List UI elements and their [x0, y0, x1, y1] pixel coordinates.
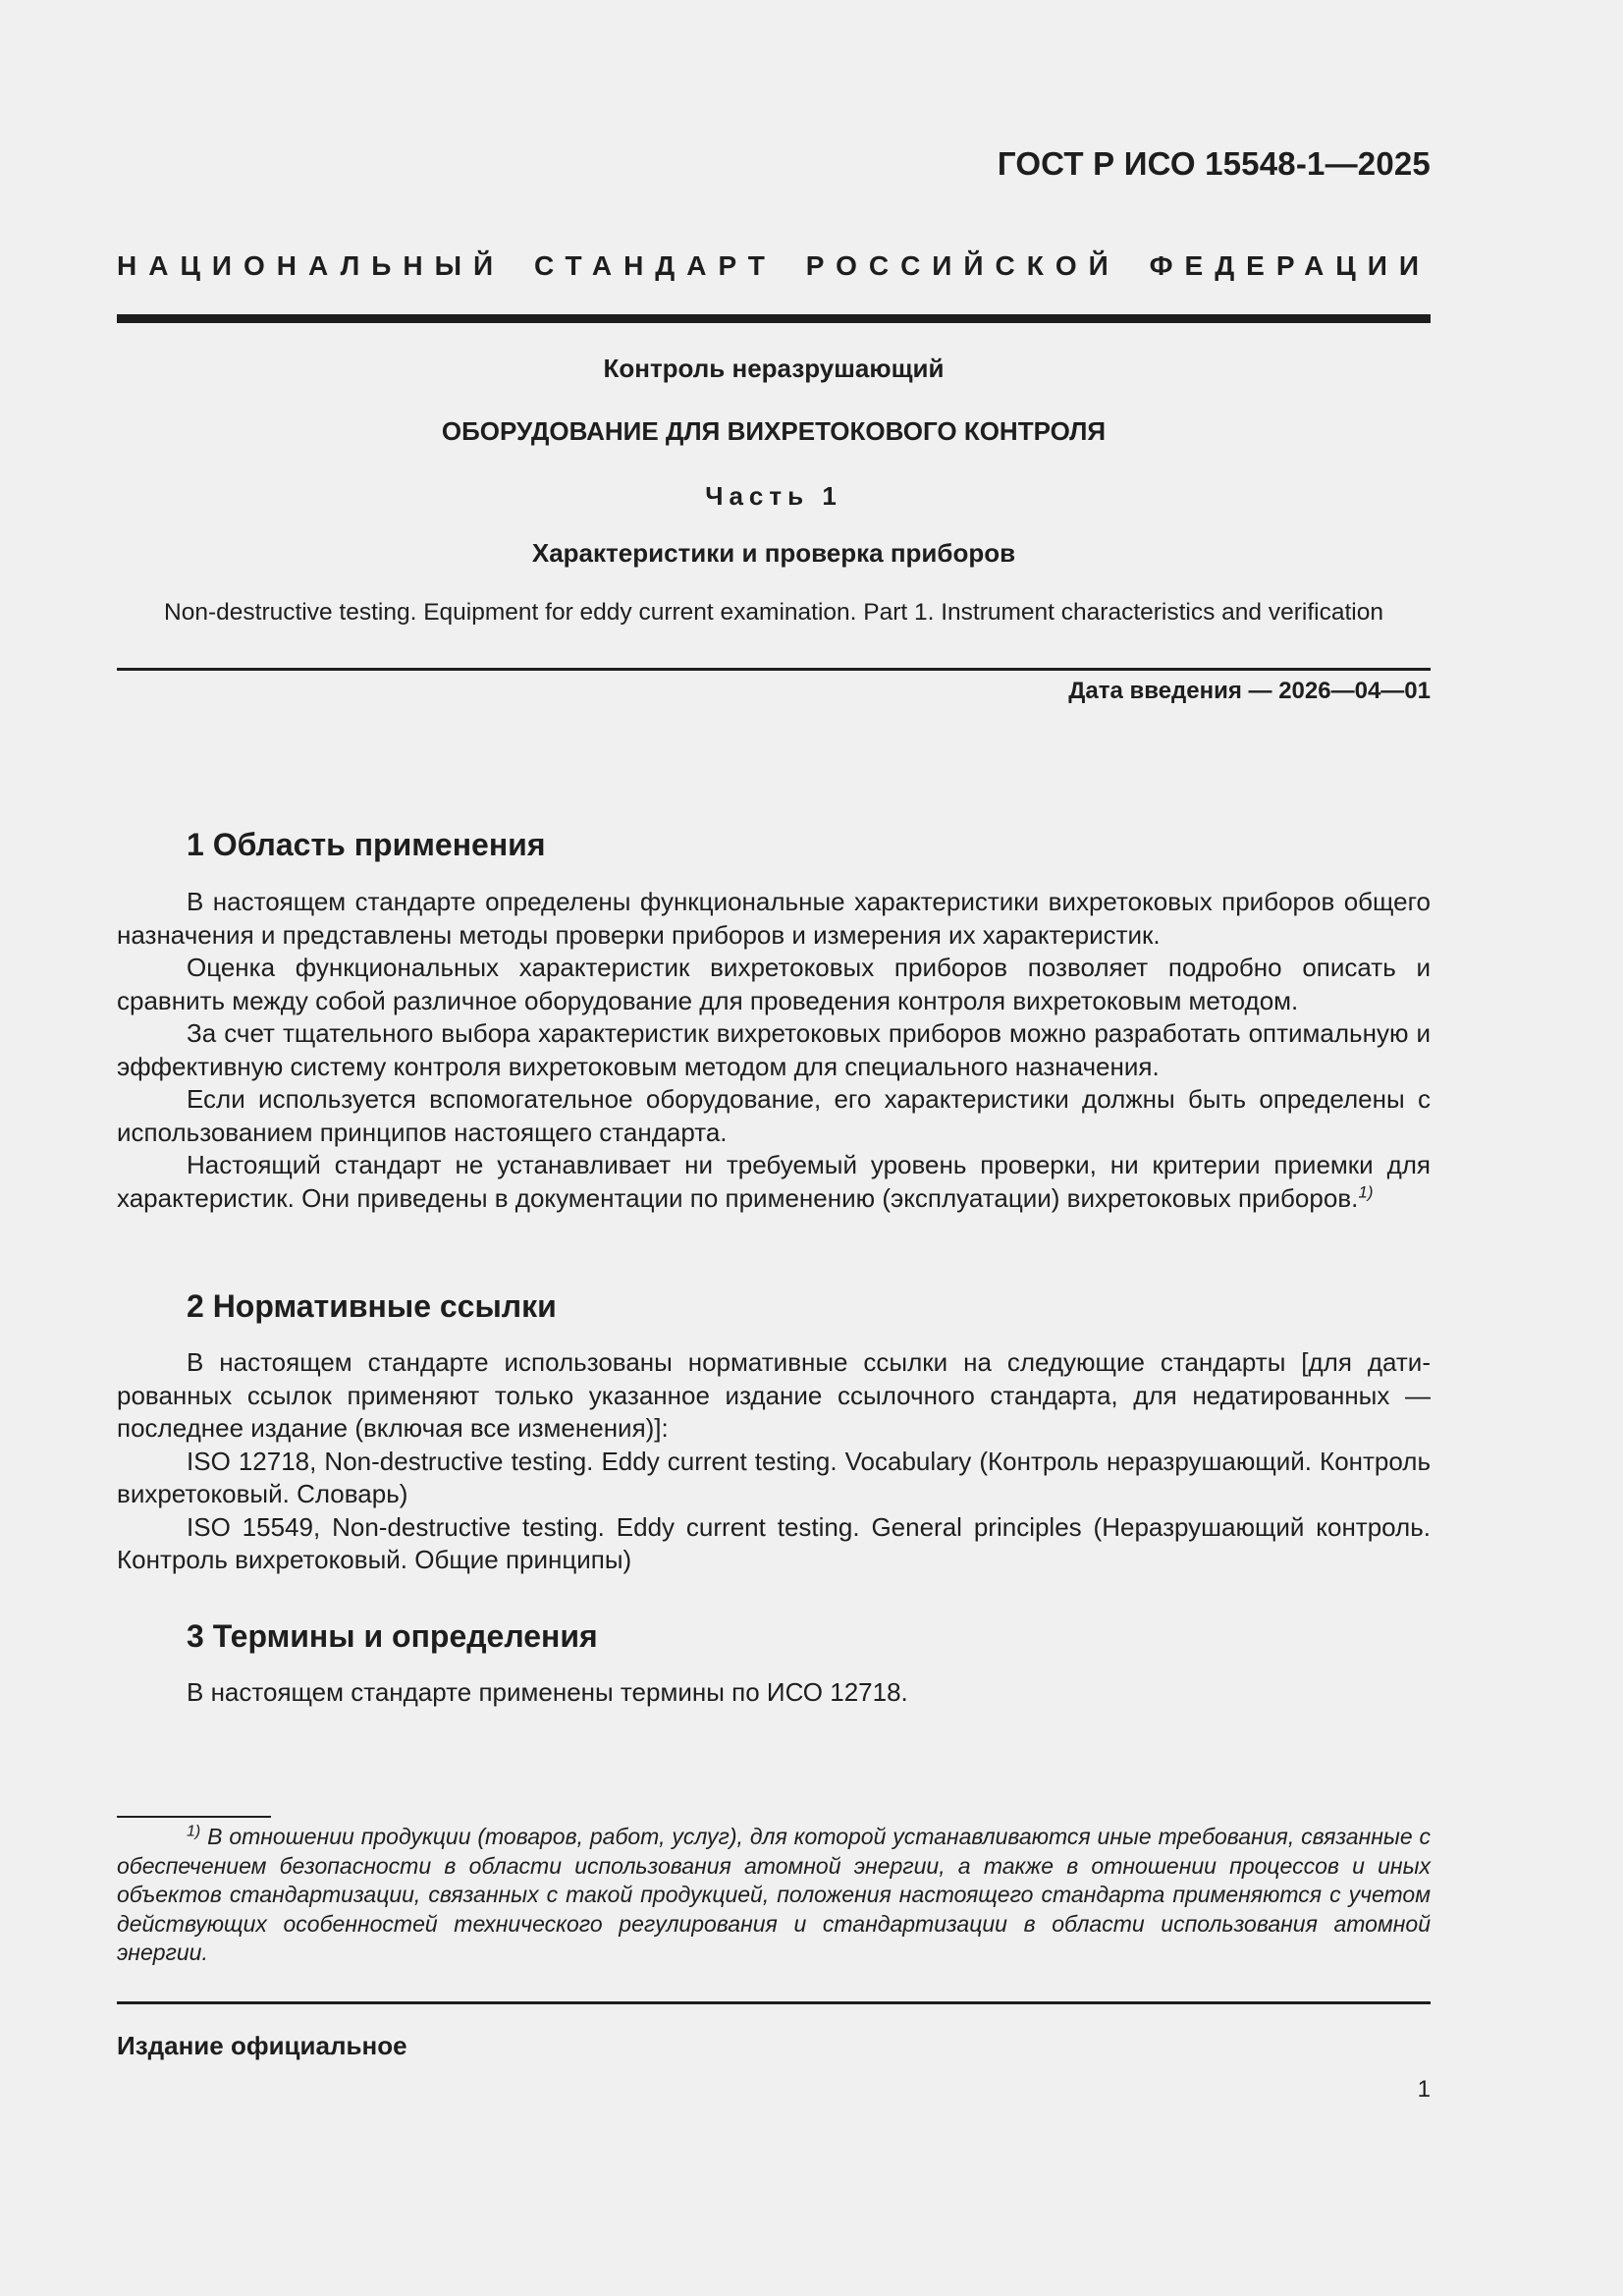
title-part: Часть 1 — [705, 481, 842, 511]
footnote-separator — [117, 1816, 271, 1818]
footnote — [117, 1823, 1431, 1968]
footnote-reference[interactable]: 1) — [1358, 1181, 1374, 1201]
national-standard-label: НАЦИОНАЛЬНЫЙ СТАНДАРТ РОССИЙСКОЙ ФЕДЕРАЦИИ — [117, 250, 1431, 281]
footnote-text: В отношении продукции (товаров, работ, услуг), для которой устанавливаются иные требования, связанные с обеспечением безопасности в области использования атомной энергии, а также в отношении процессов и иных объектов стандартизации, связанных с такой продукцией, положения настоящего стандарта применяются с учетом действующих особенностей технического регулирования и стандартизации в области использования атомной энергии. — [117, 1824, 1431, 1965]
section-body-normative-references — [117, 1346, 1431, 1577]
section-heading-scope: 1 Область применения — [187, 827, 546, 862]
section-heading-normative-references: 2 Нормативные ссылки — [187, 1288, 557, 1324]
title-main: ОБОРУДОВАНИЕ ДЛЯ ВИХРЕТОКОВОГО КОНТРОЛЯ — [441, 416, 1107, 446]
footnote-mark: 1) — [187, 1823, 201, 1840]
edition-label: Издание официальное — [117, 2031, 407, 2060]
effective-date: Дата введения — 2026—04—01 — [1068, 678, 1431, 704]
paragraph — [117, 1149, 1431, 1215]
footer-divider — [117, 2001, 1431, 2004]
header-divider — [117, 314, 1431, 323]
paragraph: Если используется вспомогательное оборудование, его характеристики должны быть определены с использованием принципов настоящего стандарта. — [117, 1084, 1431, 1147]
standard-number: ГОСТ Р ИСО 15548-1—2025 — [997, 145, 1431, 182]
section-body-terms — [117, 1676, 1431, 1710]
paragraph: За счет тщательного выбора характеристик вихретоковых приборов можно разработать оптимальную и эффективную систему контроля вихретоковым методом для специального назначения. — [117, 1018, 1431, 1081]
paragraph-text: Настоящий стандарт не устанавливает ни требуемый уровень проверки, ни критерии приемки для характеристик. Они приведены в документации по применению (эксплуатации) вихретоковых приборов. — [117, 1150, 1431, 1213]
section-heading-terms: 3 Термины и определения — [187, 1618, 598, 1654]
paragraph: В настоящем стандарте применены термины по ИСО 12718. — [187, 1677, 908, 1707]
section-body-scope — [117, 886, 1431, 1215]
paragraph: Оценка функциональных характеристик вихретоковых приборов позволяет подробно описать и сравнить между собой различное оборудование для проведения контроля вихретоковым методом. — [117, 953, 1431, 1015]
title-divider — [117, 668, 1431, 671]
reference-item: ISO 15549, Non-destructive testing. Eddy current testing. General principles (Неразрушающий контроль. Контроль вихретоковый. Общие принципы) — [117, 1511, 1431, 1574]
title-group: Контроль неразрушающий — [603, 354, 945, 383]
reference-item: ISO 12718, Non-destructive testing. Eddy current testing. Vocabulary (Контроль неразрушающий. Контроль вихретоковый. Словарь) — [117, 1446, 1431, 1508]
title-english: Non-destructive testing. Equipment for eddy current examination. Part 1. Instrument characteristics and verification — [164, 599, 1383, 626]
paragraph: В настоящем стандарте использованы нормативные ссылки на следующие стандарты [для датированных ссылок применяют только указанное издание ссылочного стандарта, для недатированных — последнее издание (включая все изменения)]: — [117, 1347, 1431, 1443]
paragraph: В настоящем стандарте определены функциональные характеристики вихретоковых приборов общего назначения и представлены методы проверки приборов и измерения их характеристик. — [117, 887, 1431, 950]
document-page — [117, 0, 1431, 2296]
title-subtitle: Характеристики и проверка приборов — [531, 538, 1016, 568]
page-number: 1 — [1417, 2076, 1431, 2103]
